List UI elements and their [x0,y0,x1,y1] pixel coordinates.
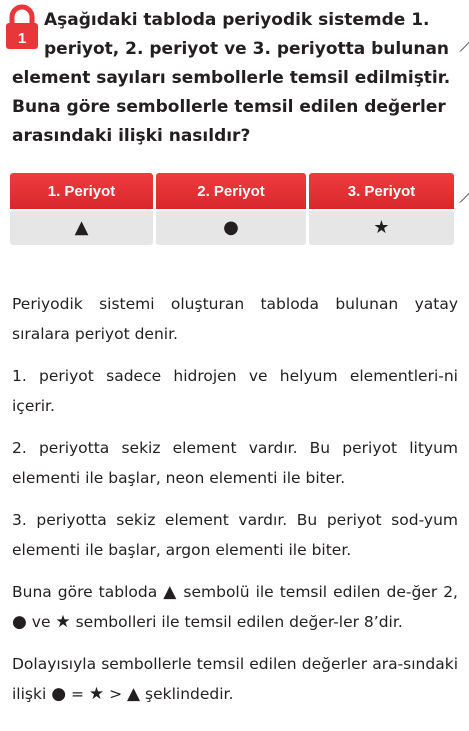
solution-paragraph: 1. periyot sadece hidrojen ve helyum elementleri-ni içerir. [12,367,458,415]
triangle-symbol: ▲ [163,582,178,602]
solution-paragraph: 2. periyotta sekiz element vardır. Bu periyot lityum elementi ile başlar, neon elementi ile biter. [12,439,458,487]
table-header-period-2: 2. Periyot [156,173,306,209]
star-symbol: ★ [55,612,71,632]
solution-text [12,289,458,721]
star-symbol: ★ [373,217,390,238]
circle-symbol: ● [51,684,67,704]
table-header-period-3: 3. Periyot [309,173,454,209]
question-text [12,6,458,151]
question-line: periyot, 2. periyot ve 3. periyotta bulunan [44,39,450,59]
solution-paragraph: Dolayısıyla sembollerle temsil edilen değerler ara-sındaki ilişki ● = ★ > ▲ şeklindedir. [12,655,458,704]
star-symbol: ★ [88,684,105,704]
solution-paragraph: Periyodik sistemi oluşturan tabloda bulunan yatay sıralara periyot denir. [12,295,458,343]
solution-paragraph: 3. periyotta sekiz element vardır. Bu periyot sod-yum elementi ile başlar, argon elementi ile biter. [12,511,458,559]
svg-text:1: 1 [17,30,27,47]
triangle-symbol: ▲ [74,217,89,238]
question-line: element sayıları sembollerle temsil edilmiştir. [12,68,451,88]
period-table [10,173,454,245]
table-cell-period-1 [10,211,153,245]
question-line: Buna göre sembollerle temsil edilen değerler [12,97,446,117]
circle-symbol: ● [12,612,27,632]
pen-icon [458,41,469,53]
solution-paragraph: Buna göre tabloda ▲ sembolü ile temsil edilen de-ğer 2, ● ve ★ sembolleri ile temsil edilen değer-ler 8’dir. [12,582,458,632]
table-cell-period-2 [156,211,306,245]
pen-icon [458,192,469,204]
table-cell-period-3 [309,211,454,245]
table-header-period-1: 1. Periyot [10,173,153,209]
question-line: Aşağıdaki tabloda periyodik sistemde 1. [44,10,430,30]
triangle-symbol: ▲ [127,684,141,704]
circle-symbol: ● [223,217,239,238]
question-line: arasındaki ilişki nasıldır? [12,126,251,146]
